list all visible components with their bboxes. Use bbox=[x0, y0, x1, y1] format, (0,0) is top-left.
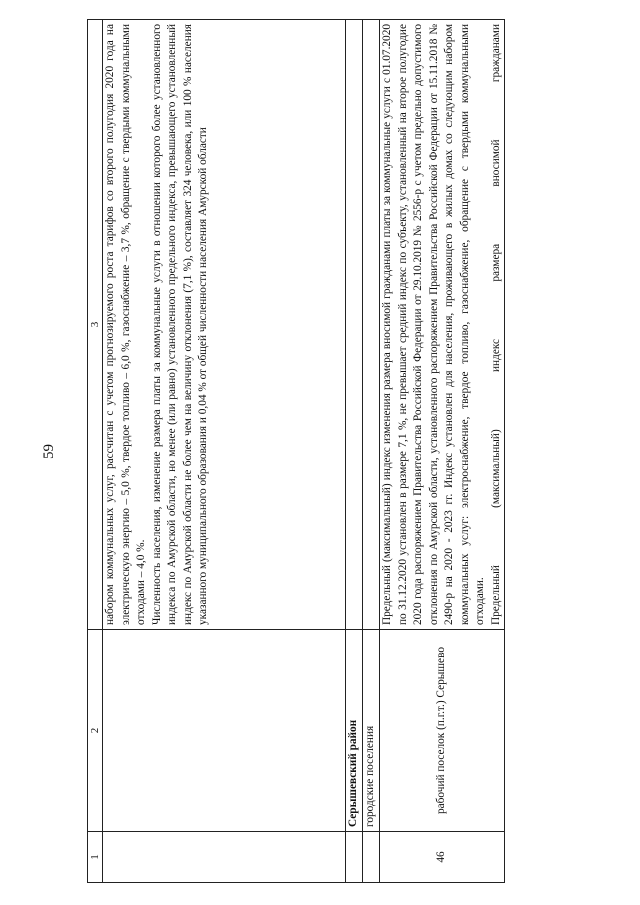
table-row bbox=[380, 20, 505, 883]
subgroup-row bbox=[363, 20, 380, 883]
header-col-1: 1 bbox=[88, 832, 103, 883]
page-number: 59 bbox=[40, 443, 57, 459]
index-table bbox=[87, 19, 505, 883]
settlement-name: рабочий поселок (п.г.т.) Серышево bbox=[380, 630, 505, 832]
row-trailing-line: Предельный (максимальный) индекс размера вносимой гражданами bbox=[489, 24, 502, 625]
continuation-row bbox=[103, 20, 346, 883]
subgroup-label: городские поселения bbox=[363, 630, 380, 832]
district-row bbox=[346, 20, 363, 883]
row-paragraph: Предельный (максимальный) индекс изменения размера вносимой гражданами платы за коммунальные услуги с 01.07.2020 по 31.12.2020 установлен в размере 7,1 %, не превышает средний индекс по субъекту, установленный на второе полугодие 2020 года распоряжением Правительства Российской Федерации от 29.10.2019 № 2556-р с учетом предельно допустимого отклонения по Амурской области, установленного распоряжением Правительства Российской Федерации от 15.11.2018 № 2490-р на 2020 - 2023 гг. Индекс установлен для населения, проживающего в жилых домах со следующим набором коммунальных услуг: электроснабжение, твердое топливо, газоснабжение, обращение с твердыми коммунальными отходами. bbox=[381, 24, 486, 625]
row-number: 46 bbox=[380, 832, 505, 883]
district-name: Серышевский район bbox=[346, 630, 363, 832]
rotated-page bbox=[87, 23, 607, 883]
header-col-2: 2 bbox=[88, 630, 103, 832]
continuation-paragraph-1: набором коммунальных услуг, рассчитан с учетом прогнозируемого роста тарифов со второго полугодия 2020 года на электрическую энергию – 5,0 %, твердое топливо – 6,0 %, газоснабжение – 3,7 %, обращение с твердыми коммунальными отходами – 4,0 %. bbox=[104, 24, 147, 625]
header-row bbox=[88, 20, 103, 883]
continuation-paragraph-2: Численность населения, изменение размера платы за коммунальные услуги в отношении которого более установленного индекса по Амурской области, но менее (или равно) установленного предельного индекса, превышающего установленный индекс по Амурской области не более чем на величину отклонения (7,1 %), составляет 324 человека, или 100 % населения указанного муниципального образования и 0,04 % от общей численности населения Амурской области bbox=[150, 24, 209, 625]
header-col-3: 3 bbox=[88, 20, 103, 630]
